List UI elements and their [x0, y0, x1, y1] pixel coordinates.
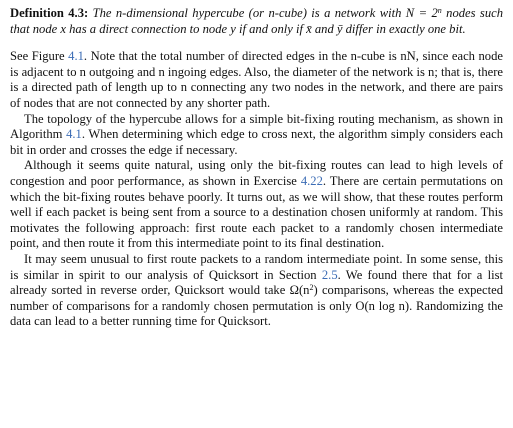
paragraph-text: It may seem unusual to first route packets to a random intermediate point. In some sense, this is similar in spirit to our analysis of Quicksort in Section [10, 251, 503, 282]
definition-exponent: n [437, 6, 442, 15]
figure-reference-link[interactable]: 4.1 [68, 49, 84, 64]
definition-label: Definition 4.3: [10, 6, 89, 20]
paragraph-text: ) comparisons, whereas the expected number of comparisons for a randomly chosen permutation is only O(n log n). Randomizing the data can lead to a better running time for Quicksort. [10, 283, 503, 329]
paragraph-text: See Figure [10, 49, 69, 64]
paragraph-text: Although it seems quite natural, using only the bit-fixing routes can lead to high levels of congestion and poor performance, as shown in Exercise [10, 158, 503, 188]
paragraph-text: . Note that the total number of directed edges in the n-cube is nN, since each node is adjacent to n outgoing and n ingoing edges. Also, the diameter of the network is n; that is, there is a directed path of length up to n connecting any two nodes in the network, and there are pairs of nodes that are not connected by any shorter path. [10, 49, 503, 110]
paragraph-text: . When determining which edge to cross next, the algorithm simply considers each bit in order and crosses the edge if necessary. [10, 127, 503, 157]
algorithm-reference-link[interactable]: 4.1 [66, 127, 82, 142]
paragraph-text: The topology of the hypercube allows for a simple bit-fixing routing mechanism, as shown in Algorithm [10, 111, 503, 142]
definition-4-3 [10, 6, 503, 37]
paragraph-bit-fixing [10, 112, 503, 159]
paragraph-congestion [10, 158, 503, 252]
definition-text-end: nodes such that node x has a direct connection to node y if and only if x̄ and ȳ differ in exactly one bit. [10, 6, 504, 36]
exercise-reference-link[interactable]: 4.22 [300, 173, 323, 188]
definition-text-start: The n-dimensional hypercube (or n-cube) is a network with N = 2 [88, 6, 438, 20]
section-reference-link[interactable]: 2.5 [321, 267, 338, 282]
paragraph-text: . There are certain permutations on which the bit-fixing routes behave poorly. It turns out, as we will show, that these routes perform well if each packet is being sent from a source to a destination chosen uniformly at random. This motivates the following approach: first route each packet to a randomly chosen intermediate point, and then route it from this intermediate point to its final destination. [10, 173, 503, 251]
paragraph-text: . We found there that for a list already sorted in reverse order, Quicksort would take Ω(n [10, 267, 503, 298]
exponent: 2 [309, 283, 314, 293]
paragraph-quicksort [10, 252, 503, 330]
paragraph-hypercube-edges [10, 49, 503, 111]
